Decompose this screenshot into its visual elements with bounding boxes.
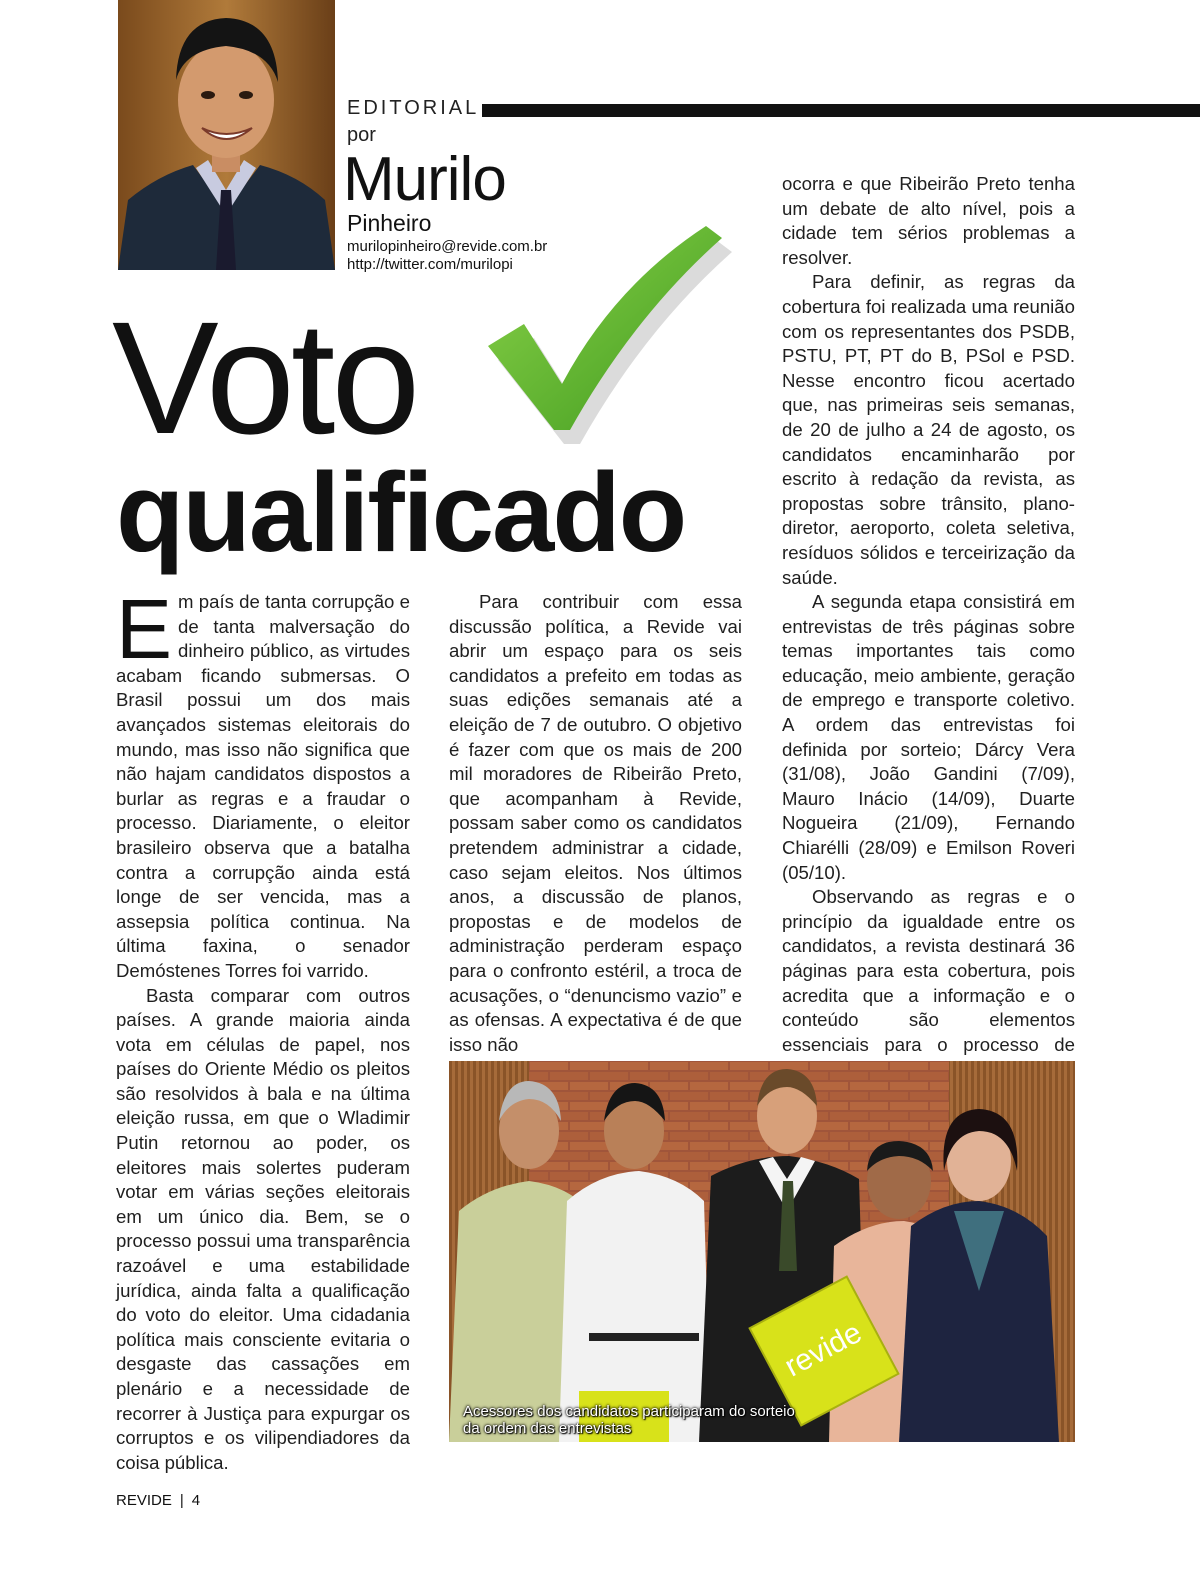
byline-prefix: por bbox=[347, 124, 376, 146]
paragraph: ocorra e que Ribeirão Preto tenha um debate de alto nível, pois a cidade tem sérios problemas a resolver. bbox=[782, 173, 1075, 268]
paragraph: Em país de tanta corrupção e de tanta malversação do dinheiro público, as virtudes acabam ficando submersas. O Brasil possui um dos mais avançados sistemas eleitorais do mundo, mas isso não significa que não hajam candidatos dispostos a burlar as regras e a fraudar o processo. Diariamente, o eleitor brasileiro observa que a batalha contra a corrupção ainda está longe de ser vencida, mas a assepsia política continua. Na última faxina, o senador Demóstenes Torres foi varrido. bbox=[116, 582, 410, 981]
headline-line-1: Voto bbox=[112, 288, 417, 467]
headline-line-2: qualificado bbox=[116, 450, 686, 575]
drop-cap: E bbox=[116, 582, 173, 676]
checkmark-icon bbox=[478, 222, 738, 450]
folder-logo: revide bbox=[779, 1315, 868, 1384]
article-column-2 bbox=[449, 590, 742, 1057]
page-footer bbox=[116, 1492, 200, 1509]
author-first-name: Murilo bbox=[343, 145, 506, 214]
magazine-name: REVIDE bbox=[116, 1492, 172, 1509]
section-rule bbox=[482, 104, 1200, 117]
paragraph: A segunda etapa consistirá em entrevistas de três páginas sobre temas importantes tais como educação, meio ambiente, geração de emprego e transporte coletivo. A ordem das entrevistas foi definida por sorteio; Dárcy Vera (31/08), João Gandini (7/09), Mauro Inácio (14/09), Duarte Nogueira (21/09), Fernando Chiarélli (28/09) e Emilson Roveri (05/10). bbox=[782, 591, 1075, 883]
paragraph: Basta comparar com outros países. A grande maioria ainda vota em células de papel, nos países do Oriente Médio os pleitos são resolvidos à bala e na última eleição russa, em que o Wladimir Putin retornou ao poder, os eleitores mais solertes puderam votar em várias seções eleitorais em um único dia. Bem, se o processo possui uma transparência razoável e uma estabilidade jurídica, ainda falta a qualificação do voto do eleitor. Uma cidadania política mais consciente evitaria o desgaste das cassações em plenário e a necessidade de recorrer à Justiça para expurgar os corruptos e os vilipendiadores da coisa pública. bbox=[116, 984, 410, 1473]
article-column-3 bbox=[782, 172, 1075, 1082]
page-number: 4 bbox=[191, 1492, 201, 1509]
author-last-name: Pinheiro bbox=[347, 210, 432, 236]
footer-separator: | bbox=[179, 1492, 184, 1509]
section-label: EDITORIAL bbox=[347, 97, 480, 119]
article-column-1 bbox=[116, 582, 410, 1475]
author-twitter-link[interactable]: http://twitter.com/murilopi bbox=[347, 256, 513, 273]
paragraph: Para definir, as regras da cobertura foi realizada uma reunião com os representantes dos PSDB, PSTU, PT, PT do B, PSol e PSD. Nesse encontro ficou acertado que, nas primeiras seis semanas, de 20 de julho a 24 de agosto, os candidatos encaminharão por escrito à redação da revista, as propostas sobre trânsito, plano-diretor, aeroporto, coleta seletiva, resíduos sólidos e terceirização da saúde. bbox=[782, 271, 1075, 588]
paragraph: Observando as regras e o princípio da igualdade entre os candidatos, a revista destinará 36 páginas para esta cobertura, pois acredita que a informação e o conteúdo são elementos essenciais para o processo de bbox=[782, 885, 1075, 1082]
photo-caption: Acessores dos candidatos participaram do sorteio da ordem das entrevistas bbox=[463, 1403, 795, 1437]
author-email[interactable]: murilopinheiro@revide.com.br bbox=[347, 238, 548, 255]
paragraph: Para contribuir com essa discussão política, a Revide vai abrir um espaço para os seis candidatos a prefeito em todas as suas edições semanais até a eleição de 7 de outubro. O objetivo é fazer com que os mais de 200 mil moradores de Ribeirão Preto, que acompanham à Revide, possam saber como os candidatos pretendem administrar a cidade, caso sejam eleitos. Nos últimos anos, a discussão de planos, propostas e de modelos de administração perderam espaço para o confronto estéril, a troca de acusações, o “denuncismo vazio” e as ofensas. A expectativa é de que isso não bbox=[449, 591, 742, 1055]
author-portrait bbox=[118, 0, 335, 270]
group-photo bbox=[449, 1061, 1075, 1442]
